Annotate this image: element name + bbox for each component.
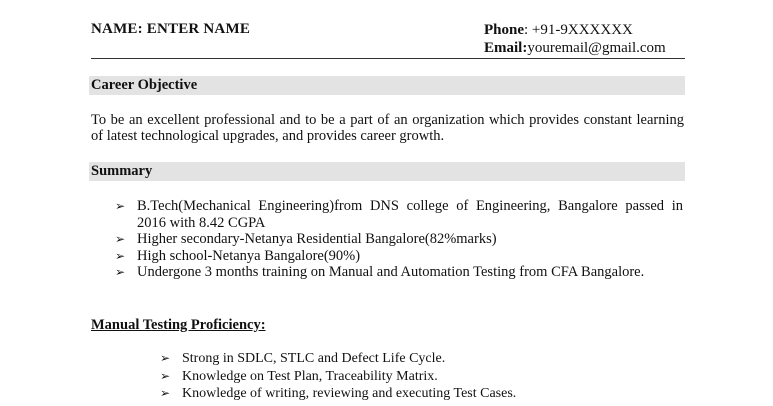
arrow-bullet-icon: ➢ [115, 199, 126, 213]
manual-testing-item-text: Strong in SDLC, STLC and Defect Life Cycle. [182, 351, 446, 366]
career-objective-text: To be an excellent professional and to be a part of an organization which provides constant learning of latest technological upgrades, and provides career growth. [91, 112, 684, 144]
email-value: youremail@gmail.com [527, 40, 666, 56]
manual-testing-item [160, 368, 680, 386]
summary-item-text: B.Tech(Mechanical Engineering)from DNS college of Engineering, Bangalore passed in 2016 with 8.42 CGPA [137, 198, 683, 231]
manual-testing-item-text: Knowledge on Test Plan, Traceability Matrix. [182, 368, 438, 384]
manual-testing-item [160, 385, 680, 403]
email-line [484, 39, 666, 57]
phone-label: Phone [484, 22, 525, 38]
summary-heading: Summary [89, 162, 685, 181]
arrow-bullet-icon: ➢ [115, 265, 126, 279]
summary-item [115, 231, 683, 248]
manual-testing-list [160, 350, 680, 403]
summary-item-text: Undergone 3 months training on Manual and Automation Testing from CFA Bangalore. [137, 264, 645, 280]
candidate-name: NAME: ENTER NAME [91, 21, 251, 37]
phone-value: : +91-9XXXXXX [524, 22, 633, 38]
arrow-bullet-icon: ➢ [160, 368, 171, 383]
summary-item [115, 264, 683, 281]
summary-item-text: Higher secondary-Netanya Residential Bangalore(82%marks) [137, 231, 497, 247]
career-objective-heading: Career Objective [89, 76, 685, 95]
manual-testing-heading: Manual Testing Proficiency: [91, 317, 266, 333]
summary-item-text: High school-Netanya Bangalore(90%) [137, 247, 361, 264]
arrow-bullet-icon: ➢ [160, 386, 171, 400]
summary-item [115, 198, 683, 231]
arrow-bullet-icon: ➢ [115, 248, 126, 263]
summary-list [115, 198, 683, 281]
arrow-bullet-icon: ➢ [160, 351, 171, 365]
header-divider [91, 58, 685, 59]
arrow-bullet-icon: ➢ [115, 232, 126, 246]
summary-item [115, 248, 683, 265]
email-label: Email: [484, 40, 528, 56]
manual-testing-item-text: Knowledge of writing, reviewing and executing Test Cases. [182, 386, 517, 401]
phone-line [484, 21, 666, 39]
manual-testing-item [160, 350, 680, 368]
contact-block [484, 21, 666, 57]
